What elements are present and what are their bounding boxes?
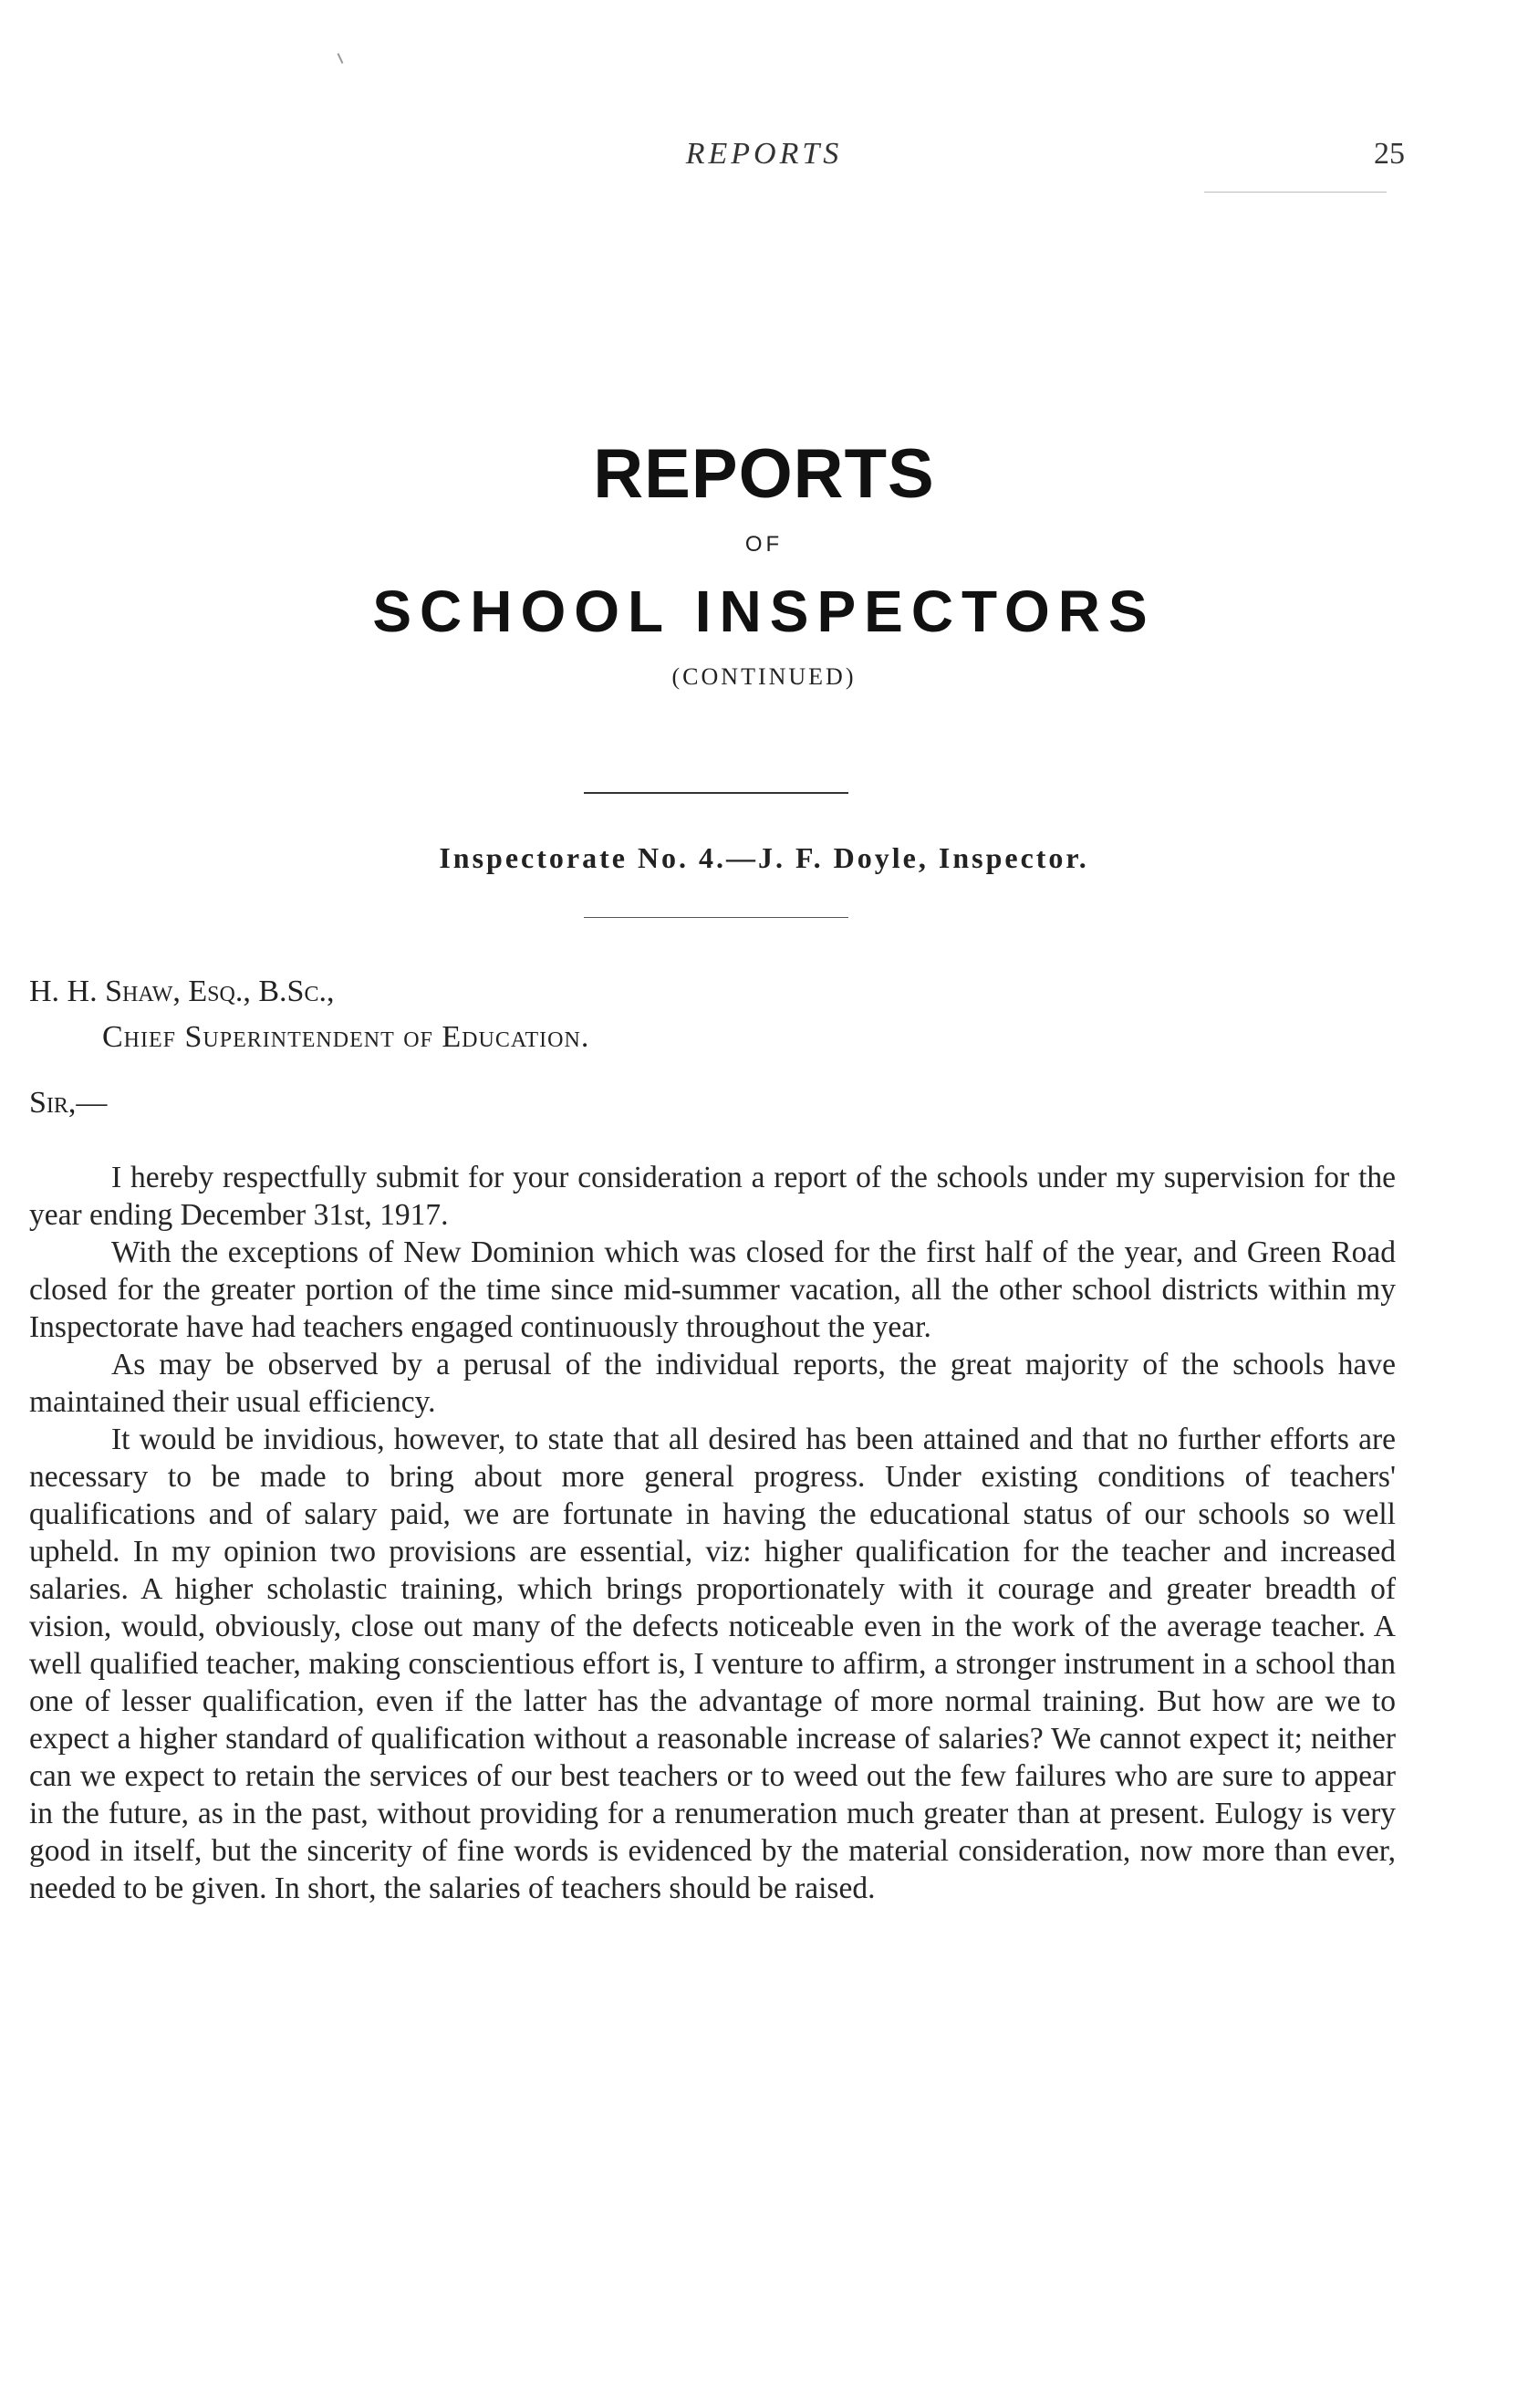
inspectorate-heading: Inspectorate No. 4.—J. F. Doyle, Inspector. (439, 841, 1089, 874)
header-rule (1204, 192, 1387, 193)
report-body (29, 1159, 1396, 1907)
address-block (29, 975, 589, 1055)
recipient-name: H. H. Shaw, Esq., B.Sc., (29, 975, 335, 1008)
paragraph: I hereby respectfully submit for your consideration a report of the schools under my supervision for the year ending December 31st, 1917. (29, 1161, 1396, 1232)
paragraph: It would be invidious, however, to state that all desired has been attained and that no further efforts are necessary to be made to bring about more general progress. Under existing conditions of teachers' qualifications and of salary paid, we are fortunate in having the educational status of our schools so well upheld. In my opinion two provisions are essential, viz: higher qualification for the teacher and increased salaries. A higher scholastic training, which brings proportionately with it courage and greater breadth of vision, would, obviously, close out many of the defects noticeable even in the work of the average teacher. A well qualified teacher, making conscientious effort is, I venture to affirm, a stronger instrument in a school than one of lesser qualification, even if the latter has the advantage of more normal training. But how are we to expect a higher standard of qualification without a reasonable increase of salaries? We cannot expect it; neither can we expect to retain the services of our best teachers or to weed out the few failures who are sure to appear in the future, as in the past, without providing for a renumeration much greater than at present. Eulogy is very good in itself, but the sincerity of fine words is evidenced by the material consideration, now more than ever, needed to be given. In short, the salaries of teachers should be raised. (29, 1423, 1396, 1905)
title-block (0, 433, 1528, 691)
salutation: Sir,— (29, 1086, 108, 1120)
page-subtitle: SCHOOL INSPECTORS (372, 579, 1156, 644)
divider-bottom (584, 917, 848, 918)
running-title: REPORTS (685, 137, 843, 171)
paragraph: As may be observed by a perusal of the individual reports, the great majority of the schools have maintained their usual efficiency. (29, 1348, 1396, 1419)
page-title: REPORTS (593, 435, 935, 513)
title-continued: (CONTINUED) (671, 663, 857, 690)
divider-top (584, 792, 848, 794)
page-number: 25 (1374, 137, 1405, 171)
paragraph: With the exceptions of New Dominion which was closed for the first half of the year, and Green Road closed for the greater portion of the time since mid-summer vacation, all the other school districts within my Inspectorate have had teachers engaged continuously throughout the year. (29, 1235, 1396, 1344)
title-of: OF (744, 532, 784, 557)
recipient-position: Chief Superintendent of Education. (102, 1020, 590, 1054)
running-head (0, 137, 1528, 182)
stray-mark (338, 53, 344, 64)
